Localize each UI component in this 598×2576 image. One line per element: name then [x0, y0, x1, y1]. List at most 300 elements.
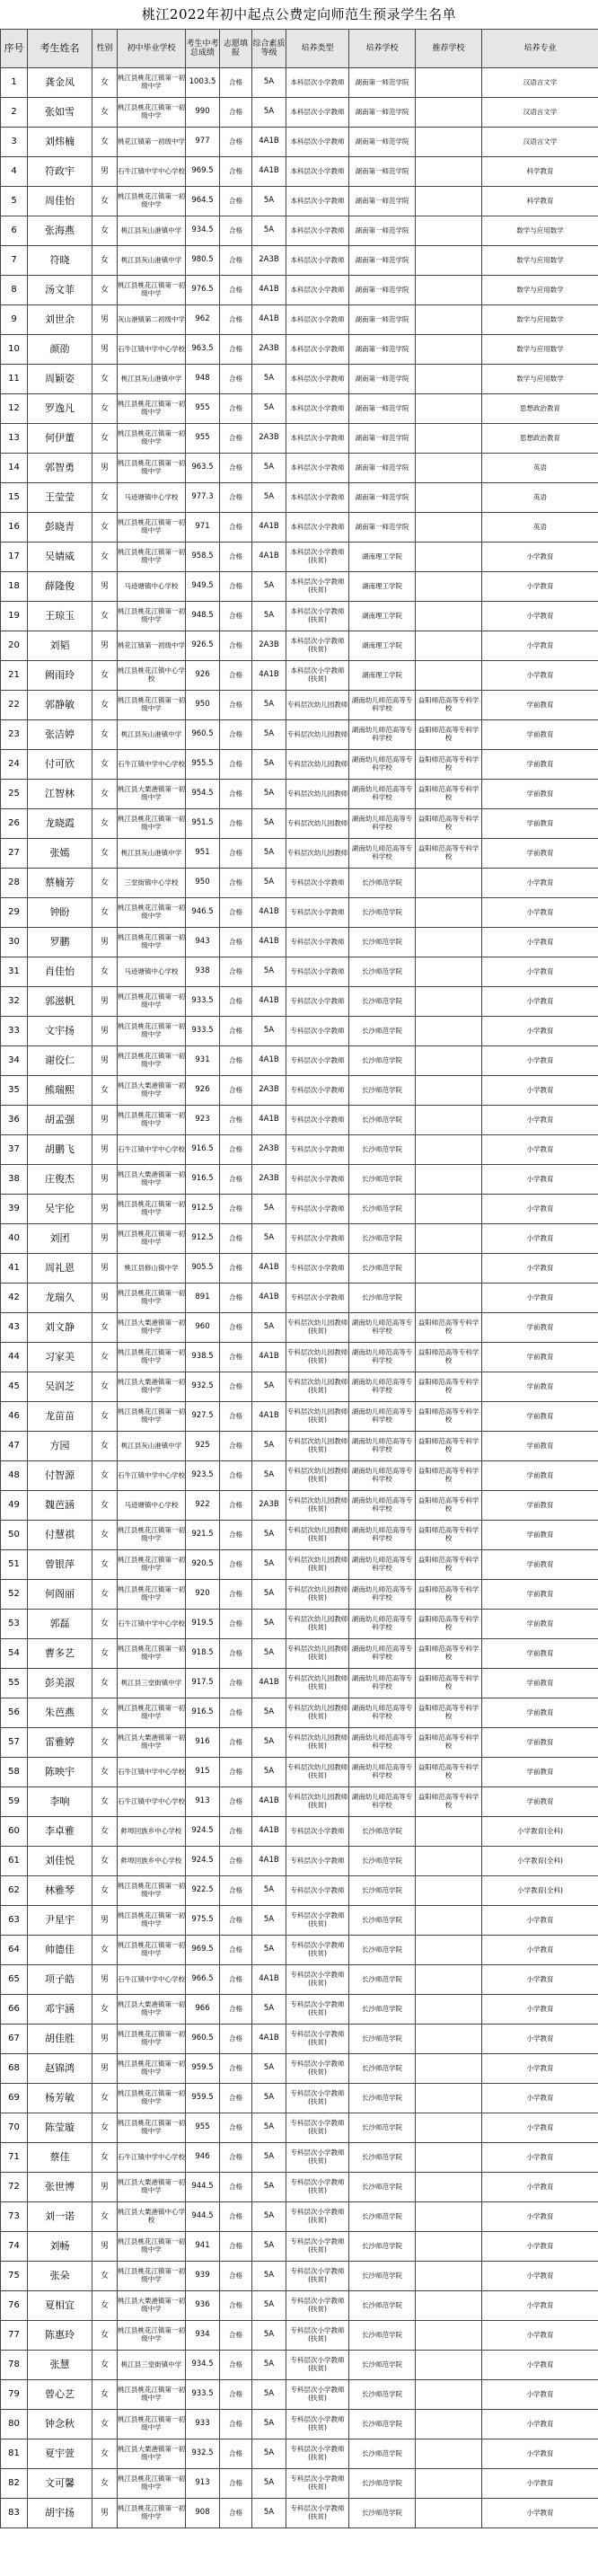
gender: 男 [92, 2232, 118, 2262]
training-type: 专科层次小学教师 [286, 957, 349, 987]
table-row [1, 1135, 598, 1165]
table-row [1, 2054, 598, 2084]
training-school: 湖南幼儿师范高等专科学校 [349, 1787, 416, 1817]
recommend-school: 益阳师范高等专科学校 [416, 1313, 482, 1343]
row-index: 53 [1, 1610, 28, 1639]
major: 小学教育 [482, 2143, 598, 2173]
training-school: 湖南理工学院 [349, 572, 416, 602]
table-row [1, 631, 598, 661]
table-row [1, 1728, 598, 1758]
major: 小学教育 [482, 2084, 598, 2113]
middle-school: 桃江县三堂街镇中学 [118, 1669, 186, 1698]
middle-school: 桃江县桃花江镇第一初级中学 [118, 2054, 186, 2084]
major: 学前教育 [482, 1343, 598, 1372]
wish-status: 合格 [220, 1135, 252, 1165]
exam-score: 925 [186, 1432, 220, 1461]
major: 英语 [482, 454, 598, 483]
exam-score: 908 [186, 2499, 220, 2528]
quality-level: 5A [252, 1936, 286, 1965]
table-row [1, 1372, 598, 1402]
middle-school: 桃江县桃花江镇第一初级中学 [118, 2380, 186, 2410]
row-index: 4 [1, 157, 28, 187]
row-index: 60 [1, 1817, 28, 1847]
gender: 女 [92, 276, 118, 305]
wish-status: 合格 [220, 483, 252, 513]
middle-school: 桃江县桃花江镇第一初级中学 [118, 1106, 186, 1135]
training-type: 专科层次幼儿园教师(扶贫) [286, 1521, 349, 1550]
student-name: 符政宇 [28, 157, 92, 187]
training-type: 专科层次幼儿园教师 [286, 780, 349, 809]
recommend-school [416, 2291, 482, 2321]
student-name: 文可馨 [28, 2469, 92, 2499]
exam-score: 934 [186, 2321, 220, 2351]
row-index: 43 [1, 1313, 28, 1343]
major: 小学教育 [482, 1076, 598, 1106]
training-type: 专科层次小学教师(扶贫) [286, 2054, 349, 2084]
major: 数学与应用数学 [482, 365, 598, 394]
middle-school: 石牛江镇中学中心学校 [118, 1461, 186, 1491]
major: 小学教育 [482, 869, 598, 898]
student-name: 张如雪 [28, 98, 92, 128]
wish-status: 合格 [220, 68, 252, 98]
row-index: 69 [1, 2084, 28, 2113]
wish-status: 合格 [220, 2291, 252, 2321]
student-name: 张世博 [28, 2173, 92, 2202]
row-index: 67 [1, 2025, 28, 2054]
table-row [1, 1432, 598, 1461]
recommend-school [416, 1195, 482, 1224]
major: 学前教育 [482, 1669, 598, 1698]
gender: 女 [92, 1432, 118, 1461]
student-name: 汤文菲 [28, 276, 92, 305]
row-index: 48 [1, 1461, 28, 1491]
table-row [1, 928, 598, 957]
training-type: 本科层次小学教师(扶贫) [286, 543, 349, 572]
training-school: 湖南幼儿师范高等专科学校 [349, 1758, 416, 1787]
major: 学前教育 [482, 1698, 598, 1728]
quality-level: 5A [252, 1728, 286, 1758]
training-school: 湖南第一师范学院 [349, 157, 416, 187]
wish-status: 合格 [220, 1432, 252, 1461]
training-type: 专科层次小学教师 [286, 869, 349, 898]
student-name: 刘世余 [28, 305, 92, 335]
recommend-school [416, 631, 482, 661]
quality-level: 4A1B [252, 513, 286, 543]
middle-school: 桃江县桃花江镇第一初级中学 [118, 543, 186, 572]
quality-level: 4A1B [252, 1965, 286, 1995]
quality-level: 4A1B [252, 661, 286, 691]
header-col-level: 综合素质等级 [252, 30, 286, 68]
middle-school: 桃江县桃花江镇第一初级中学 [118, 1639, 186, 1669]
row-index: 1 [1, 68, 28, 98]
quality-level: 5A [252, 2232, 286, 2262]
row-index: 35 [1, 1076, 28, 1106]
training-school: 湖南幼儿师范高等专科学校 [349, 1521, 416, 1550]
header-col-name: 考生姓名 [28, 30, 92, 68]
gender: 女 [92, 2321, 118, 2351]
exam-score: 891 [186, 1284, 220, 1313]
quality-level: 5A [252, 394, 286, 424]
middle-school: 桃江县桃花江镇第一初级中学 [118, 898, 186, 928]
recommend-school [416, 1817, 482, 1847]
recommend-school [416, 928, 482, 957]
row-index: 75 [1, 2262, 28, 2291]
student-name: 张嫣 [28, 839, 92, 869]
table-row [1, 2380, 598, 2410]
major: 小学教育 [482, 2025, 598, 2054]
quality-level: 4A1B [252, 157, 286, 187]
exam-score: 933.5 [186, 1017, 220, 1046]
training-type: 专科层次幼儿园教师(扶贫) [286, 1343, 349, 1372]
recommend-school [416, 2232, 482, 2262]
gender: 女 [92, 394, 118, 424]
header-col-sex: 性别 [92, 30, 118, 68]
major: 小学教育 [482, 1906, 598, 1936]
wish-status: 合格 [220, 987, 252, 1017]
training-school: 长沙师范学院 [349, 1165, 416, 1195]
exam-score: 916.5 [186, 1698, 220, 1728]
student-name: 习家美 [28, 1343, 92, 1372]
student-name: 林雅琴 [28, 1876, 92, 1906]
recommend-school [416, 424, 482, 454]
training-type: 专科层次小学教师(扶贫) [286, 2469, 349, 2499]
training-type: 本科层次小学教师 [286, 68, 349, 98]
row-index: 29 [1, 898, 28, 928]
student-name: 龙苗苗 [28, 1402, 92, 1432]
wish-status: 合格 [220, 1313, 252, 1343]
exam-score: 969.5 [186, 1936, 220, 1965]
training-type: 本科层次小学教师(扶贫) [286, 572, 349, 602]
student-name: 张洁婷 [28, 720, 92, 750]
gender: 女 [92, 661, 118, 691]
gender: 女 [92, 1728, 118, 1758]
wish-status: 合格 [220, 839, 252, 869]
exam-score: 920 [186, 1580, 220, 1610]
quality-level: 4A1B [252, 1046, 286, 1076]
recommend-school [416, 1995, 482, 2025]
recommend-school [416, 543, 482, 572]
gender: 女 [92, 750, 118, 780]
major: 小学教育 [482, 2380, 598, 2410]
major: 学前教育 [482, 1521, 598, 1550]
training-school: 湖南第一师范学院 [349, 365, 416, 394]
table-row [1, 898, 598, 928]
training-school: 湖南幼儿师范高等专科学校 [349, 1491, 416, 1521]
quality-level: 5A [252, 1906, 286, 1936]
row-index: 65 [1, 1965, 28, 1995]
training-type: 专科层次小学教师 [286, 1046, 349, 1076]
recommend-school [416, 572, 482, 602]
row-index: 30 [1, 928, 28, 957]
major: 学前教育 [482, 1728, 598, 1758]
student-name: 阙雨玲 [28, 661, 92, 691]
quality-level: 4A1B [252, 1669, 286, 1698]
quality-level: 4A1B [252, 305, 286, 335]
recommend-school [416, 2143, 482, 2173]
recommend-school [416, 2410, 482, 2439]
wish-status: 合格 [220, 1669, 252, 1698]
quality-level: 5A [252, 1698, 286, 1728]
training-school: 湖南幼儿师范高等专科学校 [349, 1580, 416, 1610]
training-type: 专科层次幼儿园教师(扶贫) [286, 1372, 349, 1402]
major: 小学教育 [482, 1254, 598, 1284]
middle-school: 桃江县大栗港镇第一初级中学 [118, 1076, 186, 1106]
training-type: 专科层次幼儿园教师 [286, 839, 349, 869]
row-index: 7 [1, 246, 28, 276]
quality-level: 5A [252, 2321, 286, 2351]
recommend-school [416, 2380, 482, 2410]
row-index: 17 [1, 543, 28, 572]
recommend-school [416, 957, 482, 987]
student-name: 刘一诺 [28, 2202, 92, 2232]
student-name: 蔡楠芳 [28, 869, 92, 898]
student-name: 彭美淑 [28, 1669, 92, 1698]
major: 科学教育 [482, 187, 598, 216]
major: 汉语言文学 [482, 128, 598, 157]
training-type: 专科层次小学教师(扶贫) [286, 2291, 349, 2321]
exam-score: 951 [186, 839, 220, 869]
header-col-recommend-school: 推荐学校 [416, 30, 482, 68]
table-row [1, 2232, 598, 2262]
table-row [1, 869, 598, 898]
wish-status: 合格 [220, 1046, 252, 1076]
major: 小学教育(全科) [482, 1817, 598, 1847]
training-type: 专科层次小学教师(扶贫) [286, 1965, 349, 1995]
exam-score: 920.5 [186, 1550, 220, 1580]
major: 小学教育 [482, 2469, 598, 2499]
quality-level: 5A [252, 957, 286, 987]
middle-school: 桃江县桃花江镇第一初级中学 [118, 1550, 186, 1580]
student-name: 张海燕 [28, 216, 92, 246]
recommend-school [416, 394, 482, 424]
middle-school: 桃江县灰山港镇中学 [118, 720, 186, 750]
training-school: 长沙师范学院 [349, 2499, 416, 2528]
gender: 女 [92, 2469, 118, 2499]
exam-score: 924.5 [186, 1847, 220, 1876]
student-name: 杨芳敏 [28, 2084, 92, 2113]
training-school: 湖南第一师范学院 [349, 68, 416, 98]
gender: 女 [92, 1758, 118, 1787]
table-row [1, 572, 598, 602]
wish-status: 合格 [220, 2232, 252, 2262]
training-school: 长沙师范学院 [349, 2202, 416, 2232]
training-school: 长沙师范学院 [349, 1817, 416, 1847]
training-type: 本科层次小学教师 [286, 157, 349, 187]
major: 思想政治教育 [482, 394, 598, 424]
student-name: 陈映宇 [28, 1758, 92, 1787]
table-row [1, 1165, 598, 1195]
major: 小学教育 [482, 1284, 598, 1313]
training-type: 专科层次小学教师(扶贫) [286, 2351, 349, 2380]
quality-level: 5A [252, 2173, 286, 2202]
row-index: 46 [1, 1402, 28, 1432]
exam-score: 946 [186, 2143, 220, 2173]
training-type: 专科层次小学教师 [286, 1254, 349, 1284]
wish-status: 合格 [220, 780, 252, 809]
wish-status: 合格 [220, 1165, 252, 1195]
wish-status: 合格 [220, 750, 252, 780]
major: 数学与应用数学 [482, 216, 598, 246]
table-row [1, 1580, 598, 1610]
middle-school: 桃江县桃花江镇第一初级中学 [118, 2499, 186, 2528]
recommend-school: 益阳师范高等专科学校 [416, 1669, 482, 1698]
student-name: 何伊董 [28, 424, 92, 454]
recommend-school [416, 157, 482, 187]
training-school: 湖南第一师范学院 [349, 246, 416, 276]
quality-level: 2A3B [252, 1135, 286, 1165]
training-school: 长沙师范学院 [349, 2025, 416, 2054]
training-type: 专科层次小学教师 [286, 1195, 349, 1224]
quality-level: 5A [252, 2380, 286, 2410]
training-type: 专科层次小学教师 [286, 1017, 349, 1046]
training-type: 本科层次小学教师 [286, 246, 349, 276]
recommend-school: 益阳师范高等专科学校 [416, 1343, 482, 1372]
wish-status: 合格 [220, 2202, 252, 2232]
middle-school: 桃江县桃花江镇第一初级中学 [118, 1343, 186, 1372]
recommend-school [416, 454, 482, 483]
gender: 女 [92, 513, 118, 543]
row-index: 70 [1, 2113, 28, 2143]
table-row [1, 1817, 598, 1847]
exam-score: 913 [186, 1787, 220, 1817]
row-index: 22 [1, 691, 28, 720]
exam-score: 969.5 [186, 157, 220, 187]
quality-level: 5A [252, 839, 286, 869]
exam-score: 915 [186, 1758, 220, 1787]
wish-status: 合格 [220, 1876, 252, 1906]
exam-score: 960 [186, 1313, 220, 1343]
training-type: 专科层次小学教师(扶贫) [286, 2262, 349, 2291]
major: 小学教育 [482, 1195, 598, 1224]
table-row [1, 602, 598, 631]
quality-level: 4A1B [252, 1106, 286, 1135]
wish-status: 合格 [220, 1758, 252, 1787]
wish-status: 合格 [220, 2025, 252, 2054]
training-type: 本科层次小学教师 [286, 187, 349, 216]
table-row [1, 1639, 598, 1669]
row-index: 73 [1, 2202, 28, 2232]
training-school: 湖南幼儿师范高等专科学校 [349, 1343, 416, 1372]
header-col-train-school: 培养学校 [349, 30, 416, 68]
student-name: 王琼玉 [28, 602, 92, 631]
row-index: 68 [1, 2054, 28, 2084]
middle-school: 桃江县大栗港镇第一初级中学 [118, 1165, 186, 1195]
training-school: 长沙师范学院 [349, 2291, 416, 2321]
table-row [1, 543, 598, 572]
quality-level: 5A [252, 1224, 286, 1254]
recommend-school: 益阳师范高等专科学校 [416, 750, 482, 780]
middle-school: 三堂街镇中心学校 [118, 869, 186, 898]
student-name: 周礼恩 [28, 1254, 92, 1284]
exam-score: 921.5 [186, 1521, 220, 1550]
major: 学前教育 [482, 691, 598, 720]
quality-level: 5A [252, 98, 286, 128]
recommend-school [416, 869, 482, 898]
middle-school: 桃江县大栗港镇第一初级中学 [118, 1372, 186, 1402]
recommend-school [416, 335, 482, 365]
recommend-school: 益阳师范高等专科学校 [416, 1372, 482, 1402]
training-school: 长沙师范学院 [349, 2054, 416, 2084]
middle-school: 桃江县大栗港镇第一初级中学 [118, 2173, 186, 2202]
table-row [1, 305, 598, 335]
middle-school: 桃江县桃花江镇第一初级中学 [118, 1224, 186, 1254]
exam-score: 934.5 [186, 216, 220, 246]
training-school: 湖南幼儿师范高等专科学校 [349, 750, 416, 780]
major: 小学教育 [482, 2113, 598, 2143]
training-type: 专科层次小学教师(扶贫) [286, 2084, 349, 2113]
gender: 男 [92, 305, 118, 335]
major: 英语 [482, 513, 598, 543]
training-type: 专科层次小学教师 [286, 1817, 349, 1847]
wish-status: 合格 [220, 216, 252, 246]
wish-status: 合格 [220, 1610, 252, 1639]
exam-score: 924.5 [186, 1817, 220, 1847]
table-row [1, 128, 598, 157]
wish-status: 合格 [220, 513, 252, 543]
exam-score: 938 [186, 957, 220, 987]
wish-status: 合格 [220, 809, 252, 839]
student-name: 庄俊杰 [28, 1165, 92, 1195]
gender: 女 [92, 1491, 118, 1521]
exam-score: 976.5 [186, 276, 220, 305]
gender: 女 [92, 1550, 118, 1580]
student-name: 帅德佳 [28, 1936, 92, 1965]
table-row [1, 839, 598, 869]
quality-level: 5A [252, 1521, 286, 1550]
student-name: 郭智勇 [28, 454, 92, 483]
gender: 女 [92, 1402, 118, 1432]
training-school: 长沙师范学院 [349, 957, 416, 987]
student-name: 郭滋帆 [28, 987, 92, 1017]
student-name: 夏相宜 [28, 2291, 92, 2321]
student-name: 刘文静 [28, 1313, 92, 1343]
middle-school: 灰山港镇第二初级中学 [118, 305, 186, 335]
gender: 女 [92, 839, 118, 869]
row-index: 12 [1, 394, 28, 424]
recommend-school [416, 2262, 482, 2291]
middle-school: 桃江县桃花江镇第一初级中学 [118, 1017, 186, 1046]
wish-status: 合格 [220, 1372, 252, 1402]
gender: 女 [92, 1876, 118, 1906]
training-school: 湖南幼儿师范高等专科学校 [349, 1313, 416, 1343]
wish-status: 合格 [220, 157, 252, 187]
training-school: 湖南第一师范学院 [349, 483, 416, 513]
table-row [1, 68, 598, 98]
table-row [1, 750, 598, 780]
training-type: 本科层次小学教师(扶贫) [286, 661, 349, 691]
student-name: 李响 [28, 1787, 92, 1817]
major: 数学与应用数学 [482, 305, 598, 335]
gender: 女 [92, 2291, 118, 2321]
training-type: 专科层次小学教师 [286, 1076, 349, 1106]
table-row [1, 2499, 598, 2528]
recommend-school [416, 2113, 482, 2143]
middle-school: 桃江县桃花江镇第一初级中学 [118, 2469, 186, 2499]
training-type: 专科层次幼儿园教师 [286, 691, 349, 720]
training-school: 湖南幼儿师范高等专科学校 [349, 691, 416, 720]
middle-school: 桃江县大栗港镇第一初级中学 [118, 780, 186, 809]
student-name: 胡孟强 [28, 1106, 92, 1135]
gender: 女 [92, 2202, 118, 2232]
training-type: 专科层次小学教师(扶贫) [286, 2113, 349, 2143]
training-school: 长沙师范学院 [349, 2143, 416, 2173]
gender: 女 [92, 869, 118, 898]
middle-school: 桃江县大栗港镇第一初级中学 [118, 2439, 186, 2469]
recommend-school: 益阳师范高等专科学校 [416, 1550, 482, 1580]
table-row [1, 454, 598, 483]
exam-score: 913 [186, 2469, 220, 2499]
training-type: 专科层次幼儿园教师(扶贫) [286, 1313, 349, 1343]
